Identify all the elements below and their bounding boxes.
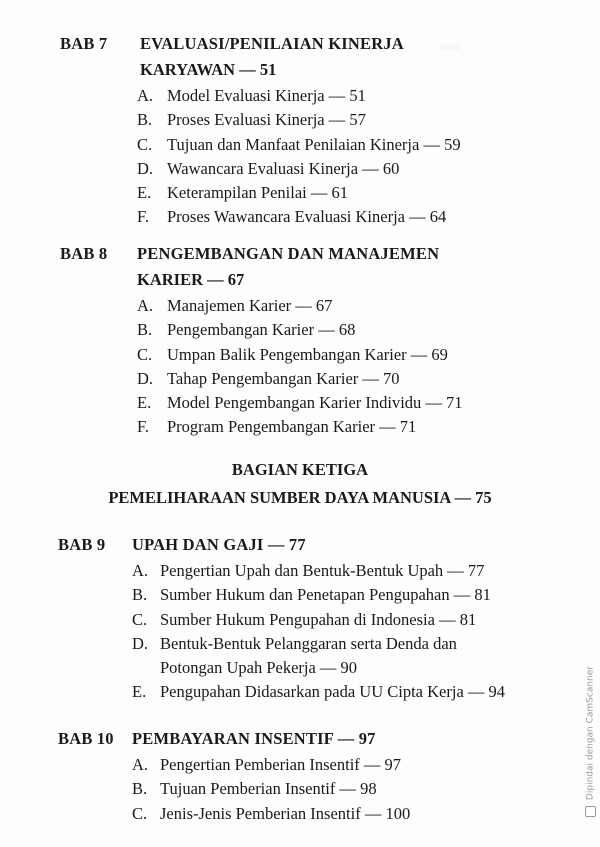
chapter-title: PENGEMBANGAN DAN MANAJEMEN xyxy=(137,244,440,263)
toc-entry[interactable]: A. Manajemen Karier — 67 xyxy=(137,296,333,315)
chapter-header xyxy=(0,34,600,60)
part-label: BAGIAN KETIGA xyxy=(231,460,369,479)
toc-entry[interactable]: F. Program Pengembangan Karier — 71 xyxy=(137,417,417,437)
toc-entry[interactable]: C. Umpan Balik Pengembangan Karier — 69 xyxy=(137,344,448,364)
toc-entry[interactable]: B. Sumber Hukum dan Penetapan Pengupahan — 81 xyxy=(132,585,491,605)
chapter-9 xyxy=(0,535,600,707)
part-heading xyxy=(0,460,600,516)
toc-entry[interactable]: F. Proses Wawancara Evaluasi Kinerja — 64 xyxy=(137,207,447,227)
toc-entry-continued[interactable]: Potongan Upah Pekerja — 90 xyxy=(160,658,358,678)
chapter-number: BAB 8 xyxy=(60,244,108,263)
chapter-title: PEMBAYARAN INSENTIF — 97 xyxy=(132,729,376,748)
toc-entry[interactable]: D. Wawancara Evaluasi Kinerja — 60 xyxy=(137,158,400,178)
chapter-header xyxy=(0,244,600,270)
toc-entry[interactable]: E. Model Pengembangan Karier Individu — 71 xyxy=(137,393,463,413)
toc-entry[interactable]: D. Bentuk-Bentuk Pelanggaran serta Denda dan xyxy=(132,633,457,653)
chapter-number: BAB 10 xyxy=(58,729,114,748)
toc-entry[interactable]: C. Tujuan dan Manfaat Penilaian Kinerja — 59 xyxy=(137,134,461,154)
toc-entry[interactable]: C. Jenis-Jenis Pemberian Insentif — 100 xyxy=(132,803,411,823)
toc-entry[interactable]: A. Model Evaluasi Kinerja — 51 xyxy=(137,86,366,105)
chapter-10 xyxy=(0,729,600,828)
watermark-text: Dipindai dengan CamScanner xyxy=(585,666,596,801)
part-title: PEMELIHARAAN SUMBER DAYA MANUSIA — 75 xyxy=(108,488,492,507)
chapter-header xyxy=(0,535,600,561)
toc-entry[interactable]: E. Pengupahan Didasarkan pada UU Cipta Kerja — 94 xyxy=(132,682,506,702)
toc-entry[interactable]: A. Pengertian Pemberian Insentif — 97 xyxy=(132,755,402,774)
camscanner-icon xyxy=(585,806,596,817)
toc-entry[interactable]: B. Proses Evaluasi Kinerja — 57 xyxy=(137,110,366,130)
toc-entry[interactable]: E. Keterampilan Penilai — 61 xyxy=(137,183,348,203)
chapter-title-continued: KARIER — 67 xyxy=(137,270,245,289)
chapter-title-continued: KARYAWAN — 51 xyxy=(140,60,277,79)
chapter-number: BAB 7 xyxy=(60,34,108,53)
chapter-7 xyxy=(0,34,600,232)
chapter-number: BAB 9 xyxy=(58,535,106,554)
chapter-title: UPAH DAN GAJI — 77 xyxy=(132,535,306,554)
scanner-watermark xyxy=(585,666,596,817)
bleed-through: ⁱⁿᵈᵉˣ xyxy=(440,42,461,58)
chapter-8 xyxy=(0,244,600,442)
chapter-title: EVALUASI/PENILAIAN KINERJA xyxy=(140,34,404,53)
toc-entry[interactable]: A. Pengertian Upah dan Bentuk-Bentuk Upah — 77 xyxy=(132,561,485,580)
toc-entry[interactable]: C. Sumber Hukum Pengupahan di Indonesia — 81 xyxy=(132,609,477,629)
toc-entry[interactable]: B. Tujuan Pemberian Insentif — 98 xyxy=(132,779,377,799)
toc-entry[interactable]: D. Tahap Pengembangan Karier — 70 xyxy=(137,368,400,388)
chapter-header xyxy=(0,729,600,755)
toc-entry[interactable]: B. Pengembangan Karier — 68 xyxy=(137,320,356,340)
